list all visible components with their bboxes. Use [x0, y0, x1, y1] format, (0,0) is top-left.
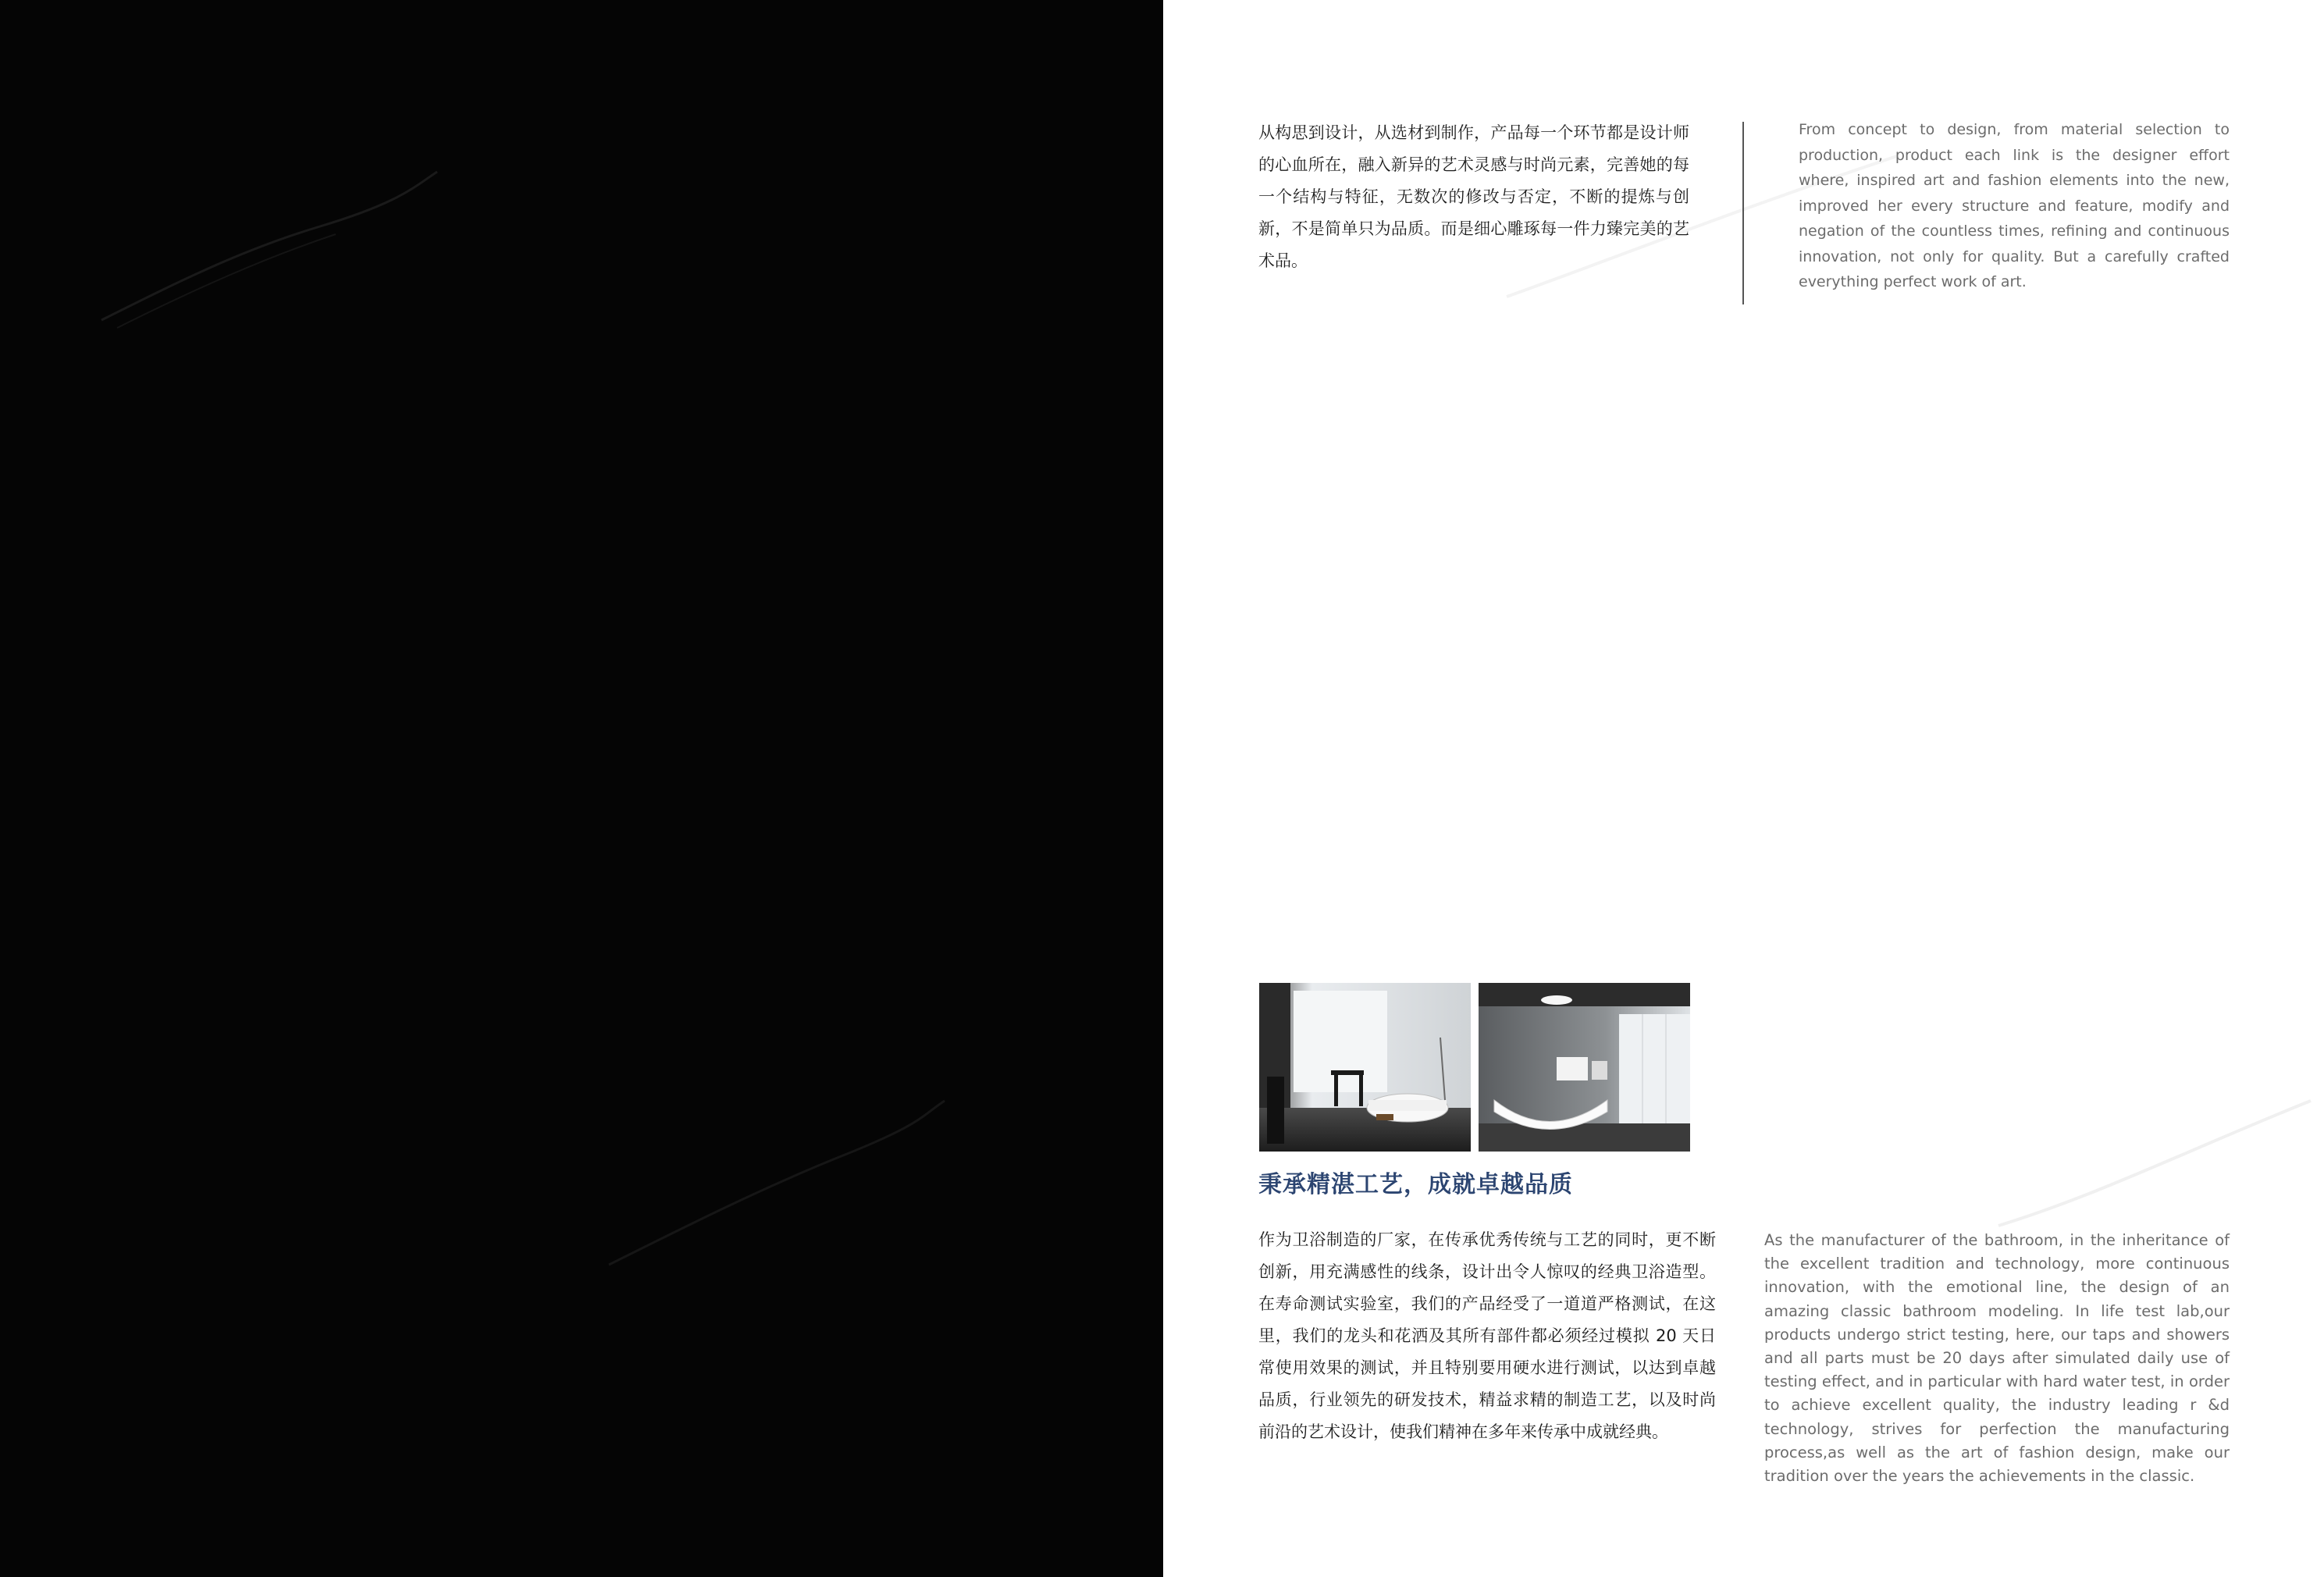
section-english-text: As the manufacturer of the bathroom, in the inheritance of the excellent tradition and technology, more continuous innovation, with the emotional line, the design of an amazing classic bathroom modeling. In life test lab,our products undergo strict testing, here, our taps and showers and all parts must be 20 days after simulated daily use of testing effect, and in particular with hard water test, in order to achieve excellent quality, the industry leading r &d technology, strives for perfection the manufacturing process,as well as the art of fashion design, make our tradition over the years the achievements in the classic. [1764, 1231, 2230, 1486]
watermark-swirl-bottom [1991, 1085, 2319, 1241]
vertical-divider [1742, 122, 1744, 304]
decorative-swirl-top [86, 156, 445, 336]
content-page [1163, 0, 2324, 1577]
bathroom-photo-freestanding-tub [1259, 983, 1471, 1152]
bathroom-photo-row [1259, 983, 1690, 1152]
intro-english-text: From concept to design, from material selection to production, product each link is the designer effort where, inspired art and fashion elements into the new, improved her every structure and feature, modify and negation of the countless times, refining and continuous innovation, not only for quality. But a carefully crafted everything perfect work of art. [1799, 121, 2230, 290]
section-chinese-text: 作为卫浴制造的厂家，在传承优秀传统与工艺的同时，更不断创新，用充满感性的线条，设计出令人惊叹的经典卫浴造型。在寿命测试实验室，我们的产品经受了一道道严格测试，在这里，我们的龙头和花洒及其所有部件都必须经过模拟 20 天日常使用效果的测试，并且特别要用硬水进行测试，以达到卓越品质，行业领先的研发技术，精益求精的制造工艺，以及时尚前沿的艺术设计，使我们精神在多年来传承中成就经典。 [1258, 1230, 1716, 1441]
bathroom-photo-modern-suite [1479, 983, 1690, 1152]
intro-chinese-text: 从构思到设计，从选材到制作，产品每一个环节都是设计师的心血所在，融入新异的艺术灵感与时尚元素，完善她的每一个结构与特征，无数次的修改与否定，不断的提炼与创新，不是简单只为品质。而是细心雕琢每一件力臻完美的艺术品。 [1258, 123, 1689, 270]
section-title: 秉承精湛工艺，成就卓越品质 [1258, 1171, 1573, 1198]
decorative-swirl-bottom [593, 1077, 952, 1280]
